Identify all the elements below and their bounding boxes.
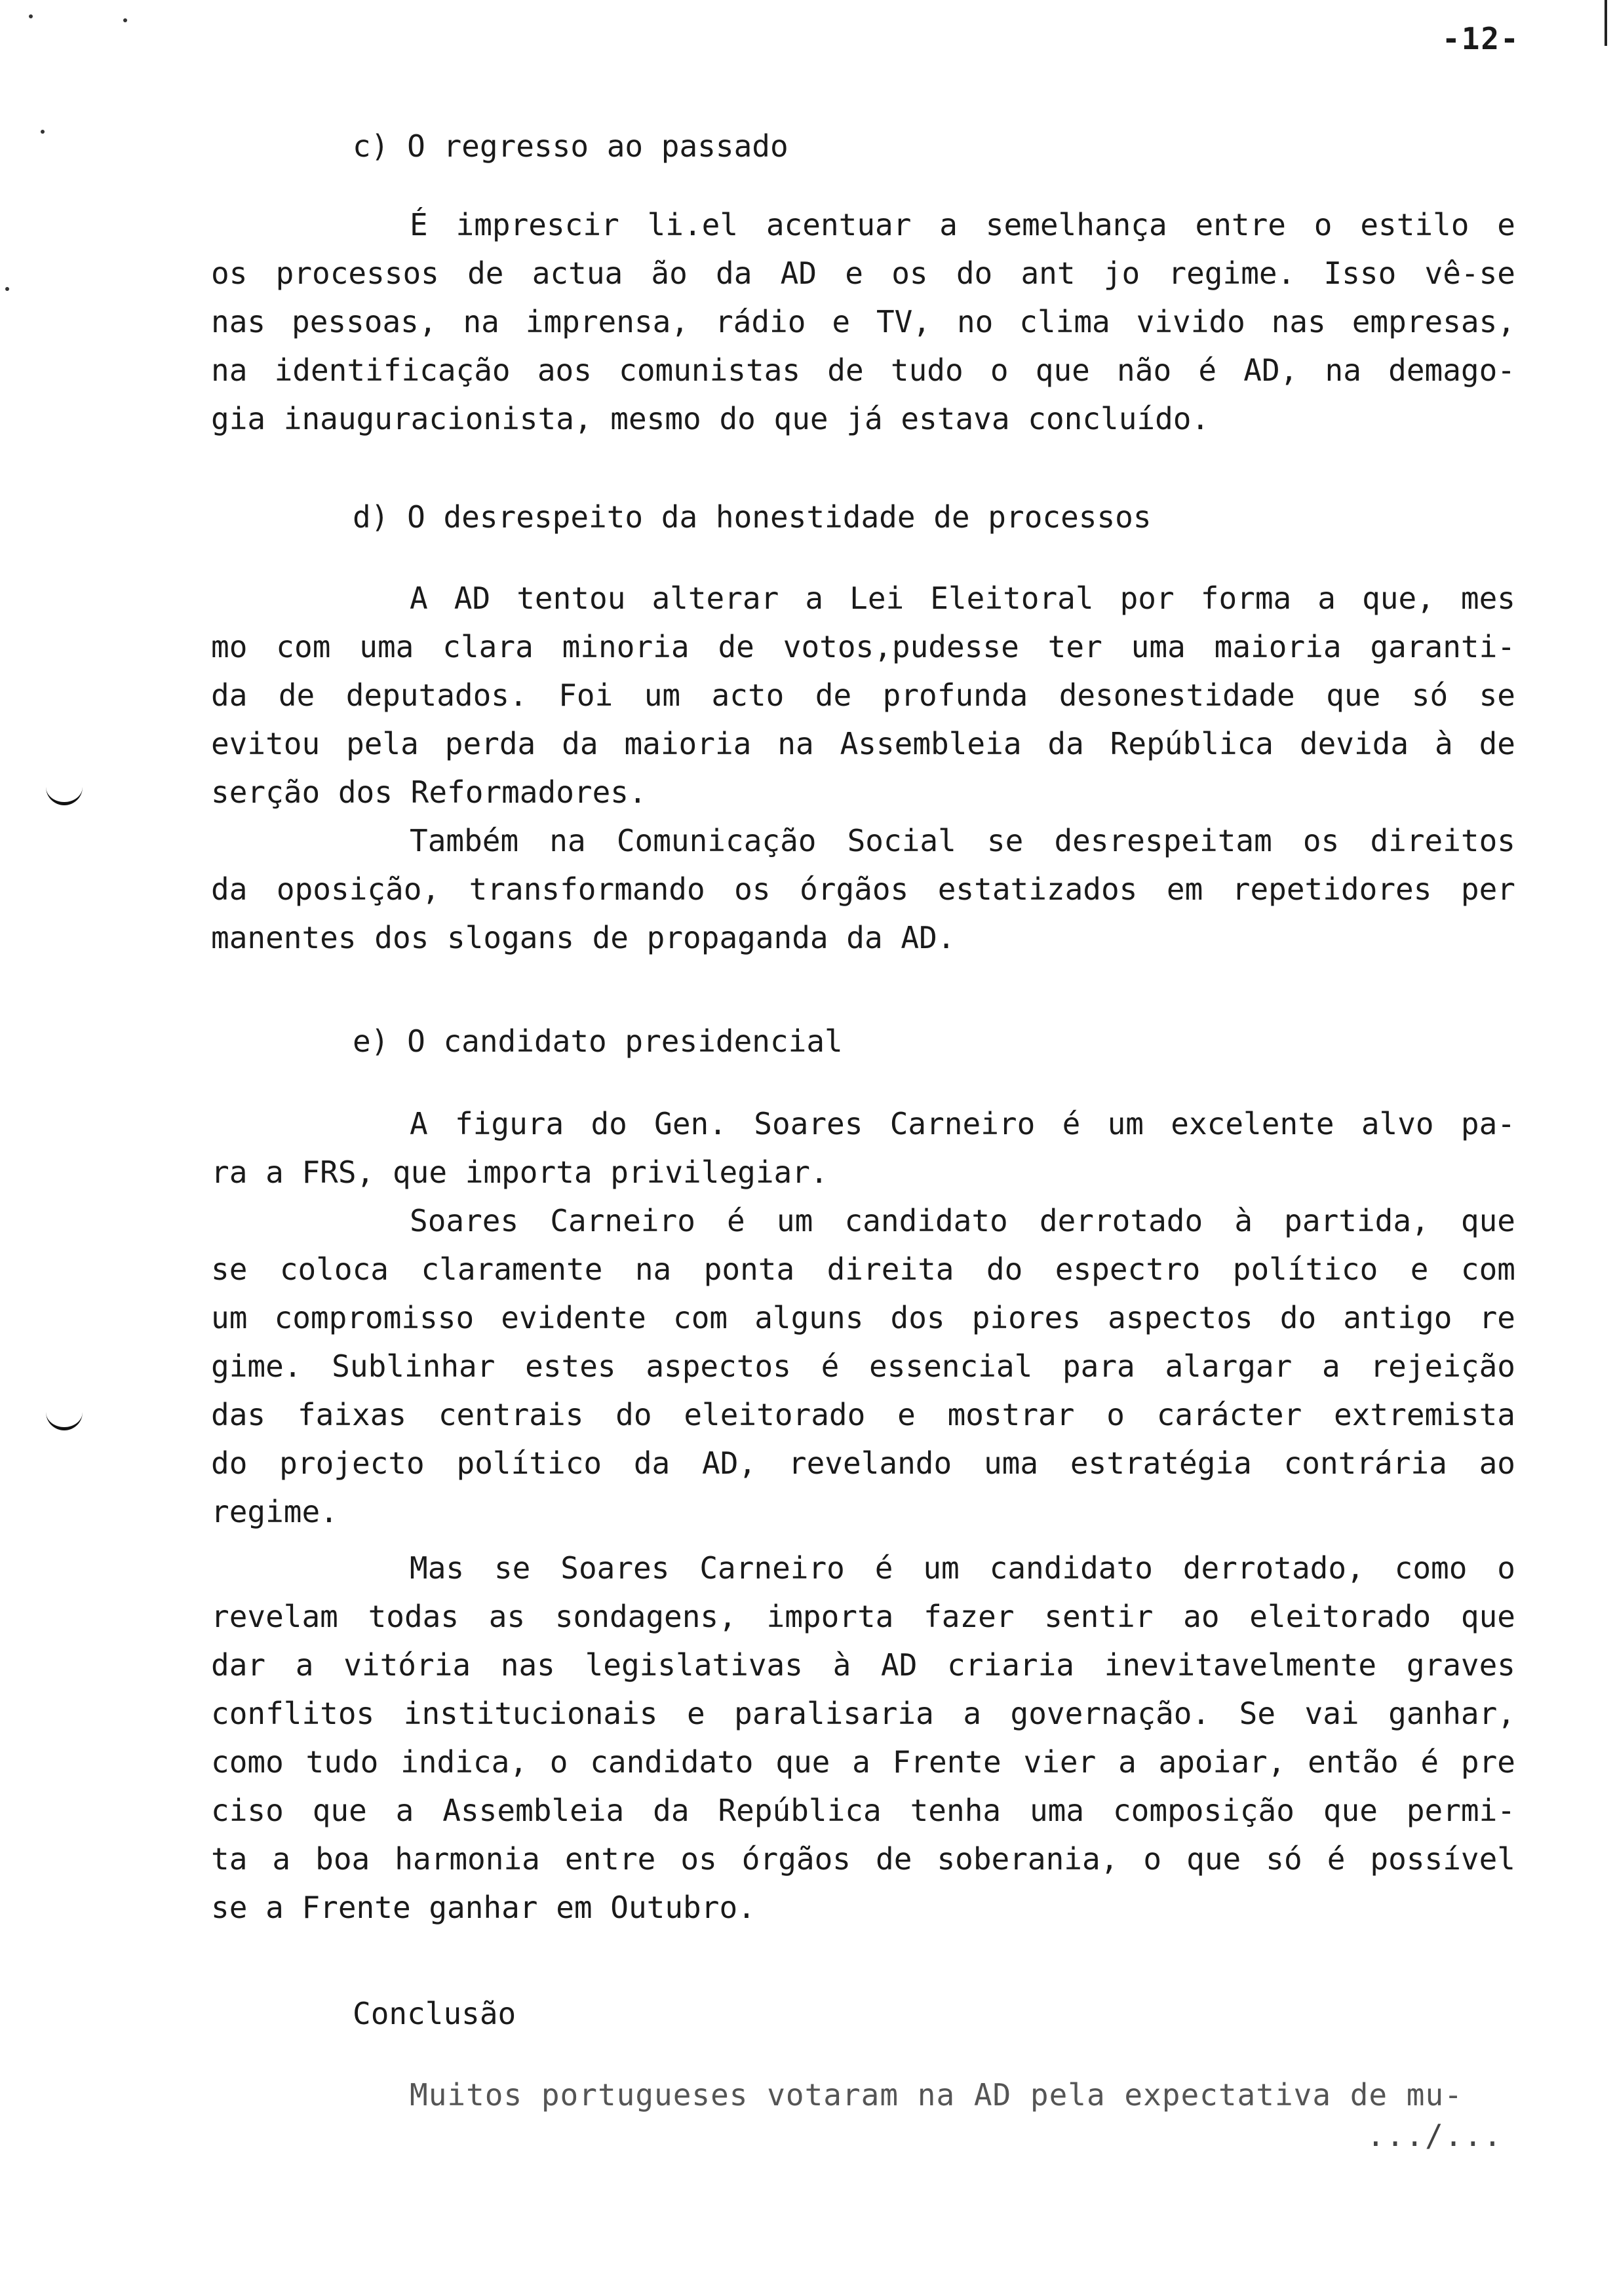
text-line: ra a FRS, que importa privilegiar. — [211, 1155, 828, 1190]
margin-speck — [123, 18, 127, 22]
text-line: das faixas centrais do eleitorado e mostrar o carácter extremista — [211, 1397, 1515, 1432]
text-line: revelam todas as sondagens, importa fazer sentir ao eleitorado que — [211, 1599, 1515, 1634]
text-line: conflitos institucionais e paralisaria a governação. Se vai ganhar, — [211, 1696, 1515, 1731]
text-line: Mas se Soares Carneiro é um candidato derrotado, como o — [410, 1550, 1515, 1586]
text-line: ciso que a Assembleia da República tenha uma composição que permi- — [211, 1793, 1515, 1828]
continuation-mark: .../... — [1367, 2118, 1503, 2153]
section-heading-d: d) O desrespeito da honestidade de processos — [353, 499, 1152, 535]
margin-speck — [41, 130, 45, 134]
margin-speck — [29, 14, 33, 18]
text-line: os processos de actua ão da AD e os do ant jo regime. Isso vê-se — [211, 256, 1515, 291]
text-line: se a Frente ganhar em Outubro. — [211, 1890, 756, 1925]
text-line: do projecto político da AD, revelando uma estratégia contrária ao — [211, 1445, 1515, 1481]
text-line: manentes dos slogans de propaganda da AD. — [211, 920, 956, 955]
text-line: nas pessoas, na imprensa, rádio e TV, no clima vivido nas empresas, — [211, 304, 1515, 339]
text-line: da de deputados. Foi um acto de profunda desonestidade que só se — [211, 678, 1515, 713]
text-line: gia inauguracionista, mesmo do que já estava concluído. — [211, 401, 1210, 436]
margin-bracket-mark — [46, 1409, 83, 1430]
page-number: -12- — [1442, 21, 1520, 56]
text-line: Soares Carneiro é um candidato derrotado à partida, que — [410, 1203, 1515, 1238]
text-line: A figura do Gen. Soares Carneiro é um excelente alvo pa- — [410, 1106, 1515, 1141]
text-line: como tudo indica, o candidato que a Frente vier a apoiar, então é pre — [211, 1744, 1515, 1780]
text-line: ta a boa harmonia entre os órgãos de soberania, o que só é possível — [211, 1841, 1515, 1877]
text-line: gime. Sublinhar estes aspectos é essencial para alargar a rejeição — [211, 1349, 1515, 1384]
page-edge-mark — [1605, 0, 1607, 46]
text-line: mo com uma clara minoria de votos,pudesse ter uma maioria garanti- — [211, 629, 1515, 664]
text-line: na identificação aos comunistas de tudo o que não é AD, na demago- — [211, 353, 1515, 388]
text-line: se coloca claramente na ponta direita do espectro político e com — [211, 1252, 1515, 1287]
margin-speck — [5, 287, 9, 291]
text-line: da oposição, transformando os órgãos estatizados em repetidores per — [211, 871, 1515, 907]
text-line: dar a vitória nas legislativas à AD criaria inevitavelmente graves — [211, 1647, 1515, 1683]
text-line: regime. — [211, 1494, 338, 1529]
text-line: Muitos portugueses votaram na AD pela expectativa de mu- — [410, 2077, 1463, 2113]
text-line: A AD tentou alterar a Lei Eleitoral por forma a que, mes — [410, 581, 1515, 616]
text-line: Também na Comunicação Social se desrespeitam os direitos — [410, 823, 1515, 858]
margin-bracket-mark — [46, 784, 83, 805]
section-heading-conclusion: Conclusão — [353, 1996, 516, 2031]
section-heading-c: c) O regresso ao passado — [353, 128, 788, 164]
text-line: serção dos Reformadores. — [211, 775, 647, 810]
text-line: um compromisso evidente com alguns dos piores aspectos do antigo re — [211, 1300, 1515, 1335]
text-line: evitou pela perda da maioria na Assembleia da República devida à de — [211, 726, 1515, 761]
text-line: É imprescir li.el acentuar a semelhança entre o estilo e — [410, 207, 1515, 242]
section-heading-e: e) O candidato presidencial — [353, 1024, 843, 1059]
